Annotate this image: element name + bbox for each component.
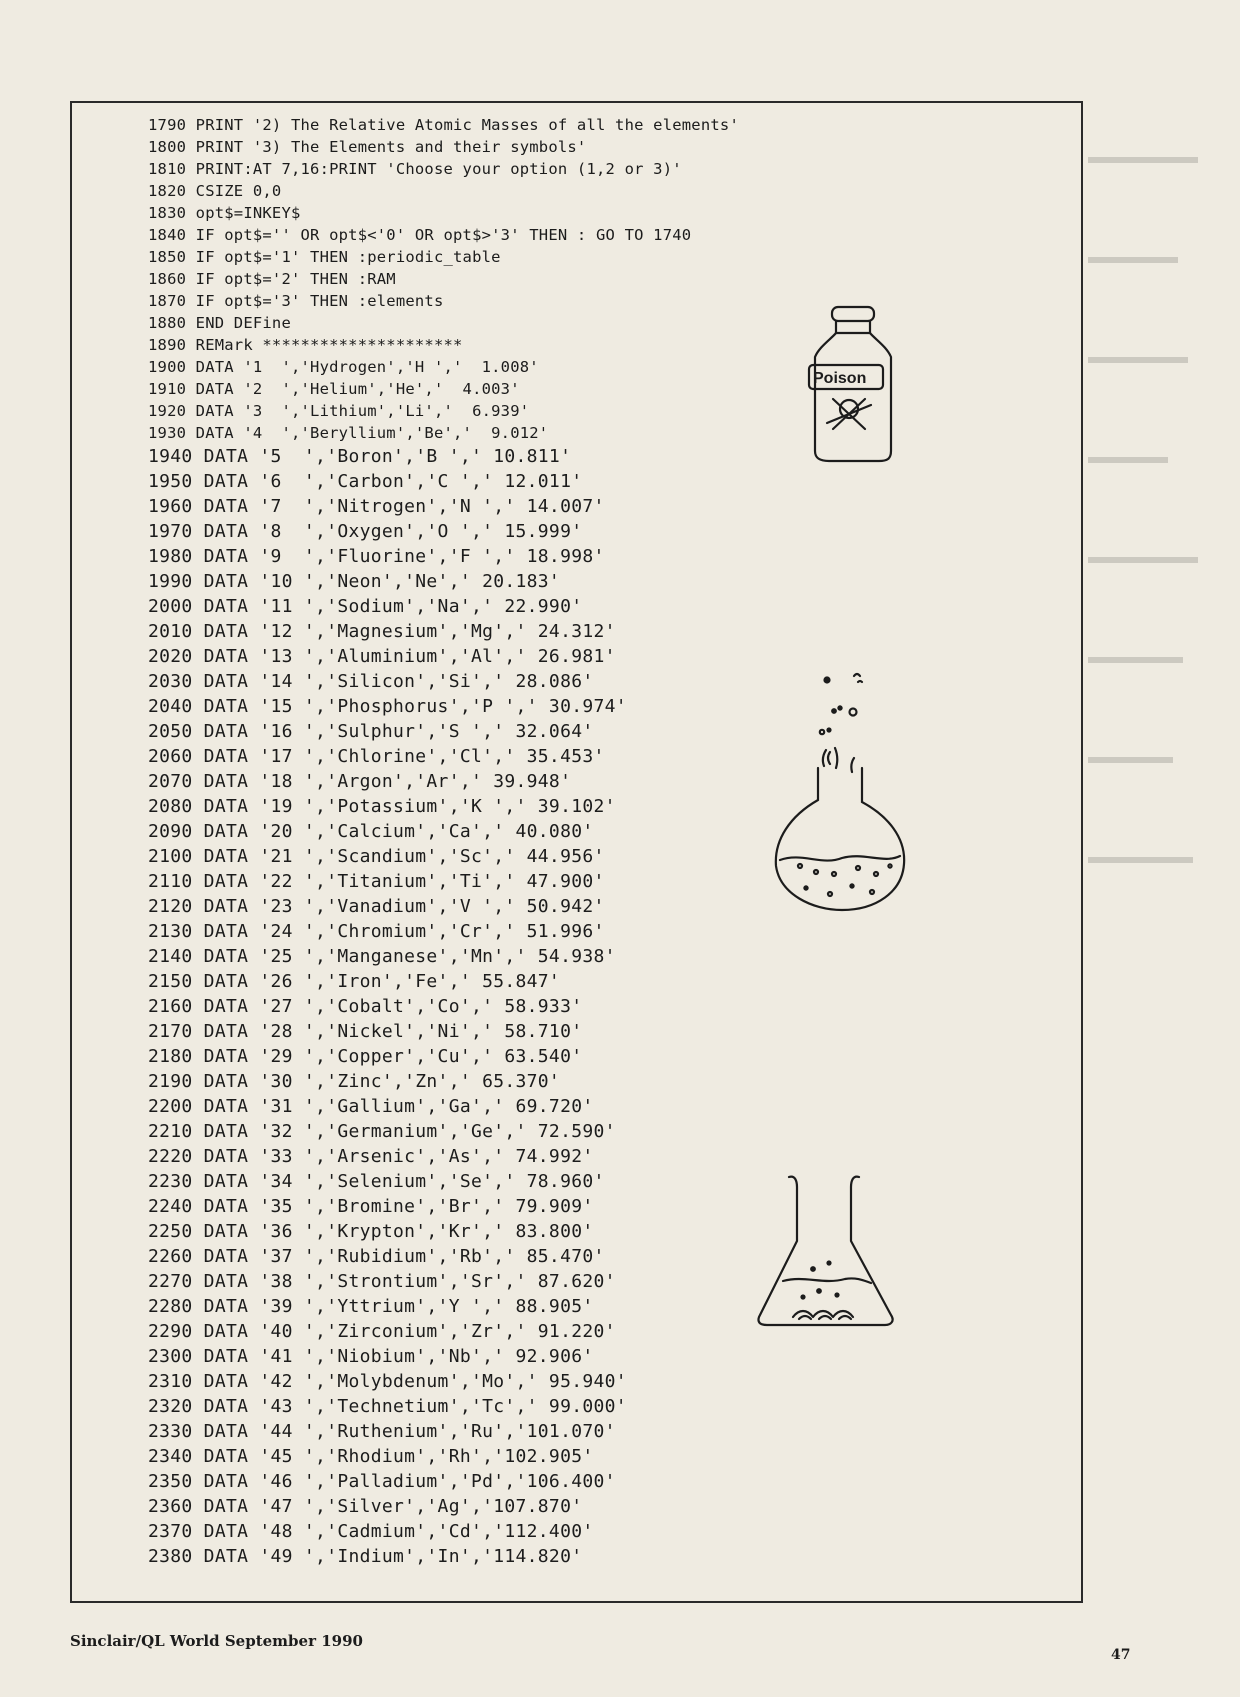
code-line: 1810 PRINT:AT 7,16:PRINT 'Choose your option (1,2 or 3)' — [148, 160, 682, 178]
code-line: 2130 DATA '24 ','Chromium','Cr',' 51.996' — [148, 921, 605, 942]
code-line: 1900 DATA '1 ','Hydrogen','H ',' 1.008' — [148, 358, 539, 376]
code-line: 2030 DATA '14 ','Silicon','Si',' 28.086' — [148, 671, 594, 692]
poison-bottle-illustration — [803, 303, 903, 465]
code-line: 1800 PRINT '3) The Elements and their symbols' — [148, 138, 587, 156]
code-line: 2200 DATA '31 ','Gallium','Ga',' 69.720' — [148, 1096, 594, 1117]
code-line: 2210 DATA '32 ','Germanium','Ge',' 72.590' — [148, 1121, 616, 1142]
code-line: 2290 DATA '40 ','Zirconium','Zr',' 91.220' — [148, 1321, 616, 1342]
code-line: 2190 DATA '30 ','Zinc','Zn',' 65.370' — [148, 1071, 561, 1092]
code-line: 2110 DATA '22 ','Titanium','Ti',' 47.900' — [148, 871, 605, 892]
code-line: 2180 DATA '29 ','Copper','Cu',' 63.540' — [148, 1046, 583, 1067]
code-line: 2170 DATA '28 ','Nickel','Ni',' 58.710' — [148, 1021, 583, 1042]
page-number: 47 — [1111, 1647, 1131, 1663]
code-line: 2090 DATA '20 ','Calcium','Ca',' 40.080' — [148, 821, 594, 842]
poison-label: Poison — [813, 370, 867, 387]
code-line: 2240 DATA '35 ','Bromine','Br',' 79.909' — [148, 1196, 594, 1217]
code-line: 2010 DATA '12 ','Magnesium','Mg',' 24.312' — [148, 621, 616, 642]
code-line: 1940 DATA '5 ','Boron','B ',' 10.811' — [148, 446, 572, 467]
code-line: 2000 DATA '11 ','Sodium','Na',' 22.990' — [148, 596, 583, 617]
code-line: 2060 DATA '17 ','Chlorine','Cl',' 35.453' — [148, 746, 605, 767]
code-line: 1890 REMark ********************* — [148, 336, 463, 354]
code-line: 2370 DATA '48 ','Cadmium','Cd','112.400' — [148, 1521, 594, 1542]
code-line: 2260 DATA '37 ','Rubidium','Rb',' 85.470' — [148, 1246, 605, 1267]
code-line: 1870 IF opt$='3' THEN :elements — [148, 292, 444, 310]
code-line: 2280 DATA '39 ','Yttrium','Y ',' 88.905' — [148, 1296, 594, 1317]
code-line: 2150 DATA '26 ','Iron','Fe',' 55.847' — [148, 971, 561, 992]
magazine-credit: Sinclair/QL World September 1990 — [70, 1632, 363, 1650]
code-line: 2270 DATA '38 ','Strontium','Sr',' 87.620' — [148, 1271, 616, 1292]
code-line: 2120 DATA '23 ','Vanadium','V ',' 50.942' — [148, 896, 605, 917]
code-line: 2360 DATA '47 ','Silver','Ag','107.870' — [148, 1496, 583, 1517]
code-line: 2160 DATA '27 ','Cobalt','Co',' 58.933' — [148, 996, 583, 1017]
code-line: 2140 DATA '25 ','Manganese','Mn',' 54.938' — [148, 946, 616, 967]
code-line: 2080 DATA '19 ','Potassium','K ',' 39.102' — [148, 796, 616, 817]
code-line: 2100 DATA '21 ','Scandium','Sc',' 44.956' — [148, 846, 605, 867]
code-line: 1840 IF opt$='' OR opt$<'0' OR opt$>'3' THEN : GO TO 1740 — [148, 226, 692, 244]
code-line: 2380 DATA '49 ','Indium','In','114.820' — [148, 1546, 583, 1567]
code-line: 1920 DATA '3 ','Lithium','Li',' 6.939' — [148, 402, 530, 420]
code-line: 1950 DATA '6 ','Carbon','C ',' 12.011' — [148, 471, 583, 492]
code-line: 2050 DATA '16 ','Sulphur','S ',' 32.064' — [148, 721, 594, 742]
conical-flask-illustration — [753, 1171, 899, 1329]
code-line: 1970 DATA '8 ','Oxygen','O ',' 15.999' — [148, 521, 583, 542]
code-line: 1860 IF opt$='2' THEN :RAM — [148, 270, 396, 288]
code-line: 1960 DATA '7 ','Nitrogen','N ',' 14.007' — [148, 496, 605, 517]
code-line: 2230 DATA '34 ','Selenium','Se',' 78.960' — [148, 1171, 605, 1192]
code-line: 2020 DATA '13 ','Aluminium','Al',' 26.981' — [148, 646, 616, 667]
code-line: 1850 IF opt$='1' THEN :periodic_table — [148, 248, 501, 266]
show-through-texture — [1088, 120, 1208, 1540]
code-line: 1830 opt$=INKEY$ — [148, 204, 301, 222]
code-line: 2320 DATA '43 ','Technetium','Tc',' 99.000' — [148, 1396, 627, 1417]
code-line: 2330 DATA '44 ','Ruthenium','Ru','101.070' — [148, 1421, 616, 1442]
code-line: 1790 PRINT '2) The Relative Atomic Masses of all the elements' — [148, 116, 739, 134]
code-line: 1990 DATA '10 ','Neon','Ne',' 20.183' — [148, 571, 561, 592]
code-line: 2220 DATA '33 ','Arsenic','As',' 74.992' — [148, 1146, 594, 1167]
code-line: 2340 DATA '45 ','Rhodium','Rh','102.905' — [148, 1446, 594, 1467]
code-line: 2300 DATA '41 ','Niobium','Nb',' 92.906' — [148, 1346, 594, 1367]
code-line: 2070 DATA '18 ','Argon','Ar',' 39.948' — [148, 771, 572, 792]
code-line: 2310 DATA '42 ','Molybdenum','Mo',' 95.940' — [148, 1371, 627, 1392]
code-line: 2250 DATA '36 ','Krypton','Kr',' 83.800' — [148, 1221, 594, 1242]
code-line: 1930 DATA '4 ','Beryllium','Be',' 9.012' — [148, 424, 549, 442]
code-line: 2350 DATA '46 ','Palladium','Pd','106.400' — [148, 1471, 616, 1492]
code-line: 1820 CSIZE 0,0 — [148, 182, 282, 200]
round-flask-illustration — [772, 668, 912, 918]
code-line: 2040 DATA '15 ','Phosphorus','P ',' 30.974' — [148, 696, 627, 717]
code-line: 1880 END DEFine — [148, 314, 291, 332]
code-line: 1980 DATA '9 ','Fluorine','F ',' 18.998' — [148, 546, 605, 567]
code-line: 1910 DATA '2 ','Helium','He',' 4.003' — [148, 380, 520, 398]
basic-program-listing — [148, 114, 878, 1569]
